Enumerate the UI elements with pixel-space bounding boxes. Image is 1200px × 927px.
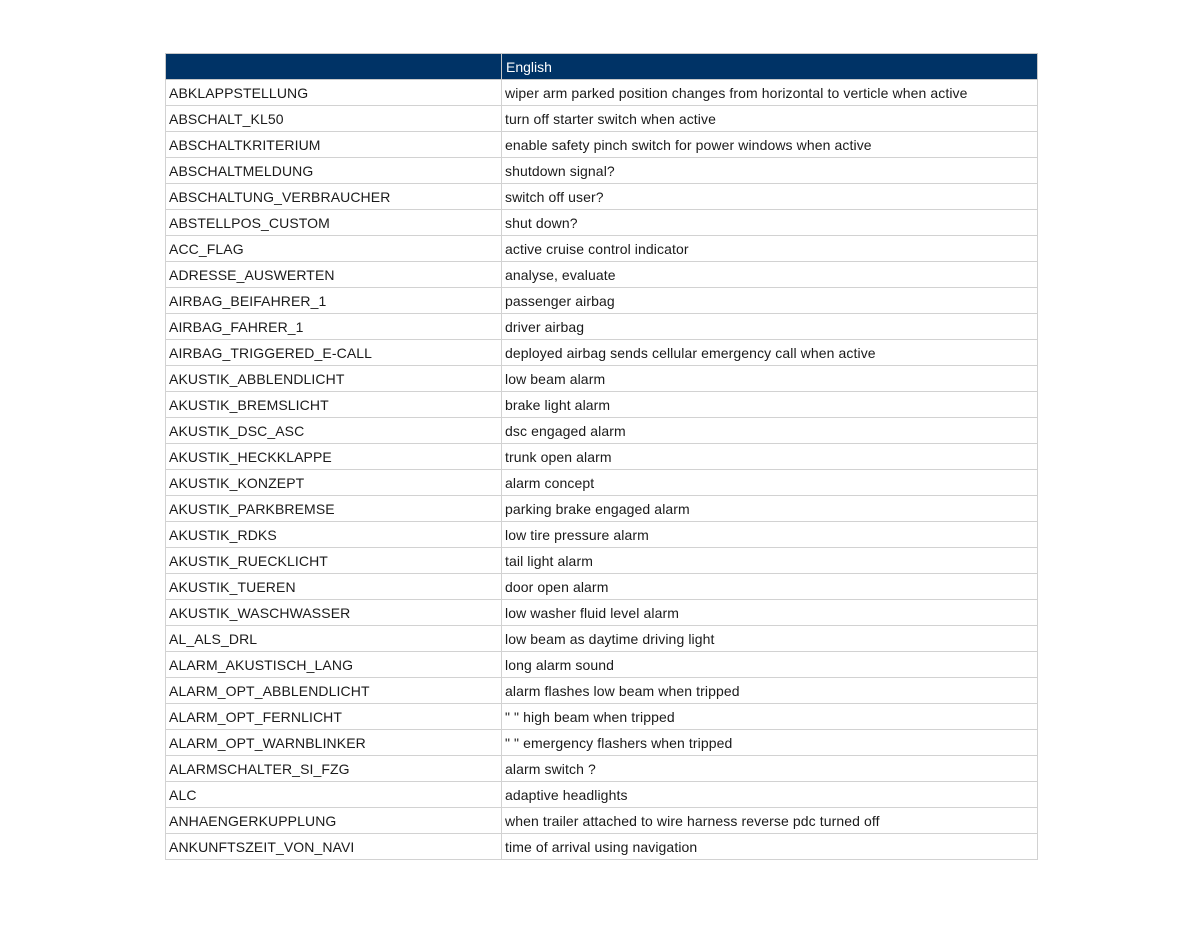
table-row: [166, 158, 1038, 184]
table-row: [166, 288, 1038, 314]
cell-key: ABSCHALTKRITERIUM: [166, 132, 502, 158]
cell-english: long alarm sound: [502, 652, 1038, 678]
cell-key: ABSCHALTUNG_VERBRAUCHER: [166, 184, 502, 210]
table-row: [166, 834, 1038, 860]
cell-key: ALARM_AKUSTISCH_LANG: [166, 652, 502, 678]
table-row: [166, 600, 1038, 626]
cell-key: ABSCHALTMELDUNG: [166, 158, 502, 184]
cell-english: dsc engaged alarm: [502, 418, 1038, 444]
cell-english: passenger airbag: [502, 288, 1038, 314]
cell-english: brake light alarm: [502, 392, 1038, 418]
cell-english: tail light alarm: [502, 548, 1038, 574]
column-header-key: [166, 54, 502, 80]
cell-key: ANHAENGERKUPPLUNG: [166, 808, 502, 834]
table-row: [166, 106, 1038, 132]
cell-english: " " high beam when tripped: [502, 704, 1038, 730]
table-row: [166, 262, 1038, 288]
cell-key: AKUSTIK_HECKKLAPPE: [166, 444, 502, 470]
cell-english: wiper arm parked position changes from horizontal to verticle when active: [502, 80, 1038, 106]
cell-english: alarm switch ?: [502, 756, 1038, 782]
cell-english: driver airbag: [502, 314, 1038, 340]
cell-key: AIRBAG_BEIFAHRER_1: [166, 288, 502, 314]
table-row: [166, 574, 1038, 600]
cell-english: alarm concept: [502, 470, 1038, 496]
cell-english: shut down?: [502, 210, 1038, 236]
table-row: [166, 704, 1038, 730]
table-row: [166, 366, 1038, 392]
cell-english: low tire pressure alarm: [502, 522, 1038, 548]
cell-key: AKUSTIK_RUECKLICHT: [166, 548, 502, 574]
spreadsheet-page: [165, 53, 1037, 860]
cell-english: adaptive headlights: [502, 782, 1038, 808]
cell-english: low beam as daytime driving light: [502, 626, 1038, 652]
table-row: [166, 314, 1038, 340]
cell-english: enable safety pinch switch for power windows when active: [502, 132, 1038, 158]
table-body: [166, 80, 1038, 860]
cell-key: ALC: [166, 782, 502, 808]
table-row: [166, 548, 1038, 574]
table-header-row: [166, 54, 1038, 80]
table-row: [166, 444, 1038, 470]
cell-key: ABSTELLPOS_CUSTOM: [166, 210, 502, 236]
cell-key: ALARMSCHALTER_SI_FZG: [166, 756, 502, 782]
cell-key: AKUSTIK_RDKS: [166, 522, 502, 548]
table-row: [166, 340, 1038, 366]
cell-english: switch off user?: [502, 184, 1038, 210]
cell-key: ALARM_OPT_ABBLENDLICHT: [166, 678, 502, 704]
translation-table: [165, 53, 1038, 860]
table-row: [166, 652, 1038, 678]
table-row: [166, 678, 1038, 704]
cell-key: ALARM_OPT_FERNLICHT: [166, 704, 502, 730]
table-row: [166, 808, 1038, 834]
cell-english: when trailer attached to wire harness reverse pdc turned off: [502, 808, 1038, 834]
table-row: [166, 80, 1038, 106]
cell-key: ABKLAPPSTELLUNG: [166, 80, 502, 106]
cell-english: door open alarm: [502, 574, 1038, 600]
cell-key: ALARM_OPT_WARNBLINKER: [166, 730, 502, 756]
cell-english: analyse, evaluate: [502, 262, 1038, 288]
cell-english: turn off starter switch when active: [502, 106, 1038, 132]
cell-english: " " emergency flashers when tripped: [502, 730, 1038, 756]
cell-key: ANKUNFTSZEIT_VON_NAVI: [166, 834, 502, 860]
table-row: [166, 730, 1038, 756]
cell-key: AKUSTIK_PARKBREMSE: [166, 496, 502, 522]
cell-key: AIRBAG_FAHRER_1: [166, 314, 502, 340]
cell-key: AKUSTIK_TUEREN: [166, 574, 502, 600]
table-row: [166, 626, 1038, 652]
cell-english: alarm flashes low beam when tripped: [502, 678, 1038, 704]
table-row: [166, 236, 1038, 262]
column-header-english: English: [502, 54, 1038, 80]
table-row: [166, 496, 1038, 522]
cell-key: AKUSTIK_KONZEPT: [166, 470, 502, 496]
cell-key: AKUSTIK_BREMSLICHT: [166, 392, 502, 418]
cell-english: shutdown signal?: [502, 158, 1038, 184]
cell-key: AKUSTIK_ABBLENDLICHT: [166, 366, 502, 392]
table-row: [166, 132, 1038, 158]
cell-key: AKUSTIK_DSC_ASC: [166, 418, 502, 444]
cell-english: time of arrival using navigation: [502, 834, 1038, 860]
cell-key: AL_ALS_DRL: [166, 626, 502, 652]
table-row: [166, 418, 1038, 444]
cell-english: deployed airbag sends cellular emergency call when active: [502, 340, 1038, 366]
table-row: [166, 756, 1038, 782]
cell-english: low washer fluid level alarm: [502, 600, 1038, 626]
table-row: [166, 210, 1038, 236]
cell-key: AKUSTIK_WASCHWASSER: [166, 600, 502, 626]
cell-key: ADRESSE_AUSWERTEN: [166, 262, 502, 288]
cell-key: ACC_FLAG: [166, 236, 502, 262]
table-row: [166, 470, 1038, 496]
cell-english: low beam alarm: [502, 366, 1038, 392]
table-row: [166, 184, 1038, 210]
cell-english: parking brake engaged alarm: [502, 496, 1038, 522]
table-row: [166, 392, 1038, 418]
cell-english: trunk open alarm: [502, 444, 1038, 470]
cell-key: ABSCHALT_KL50: [166, 106, 502, 132]
table-row: [166, 522, 1038, 548]
cell-english: active cruise control indicator: [502, 236, 1038, 262]
table-row: [166, 782, 1038, 808]
cell-key: AIRBAG_TRIGGERED_E-CALL: [166, 340, 502, 366]
